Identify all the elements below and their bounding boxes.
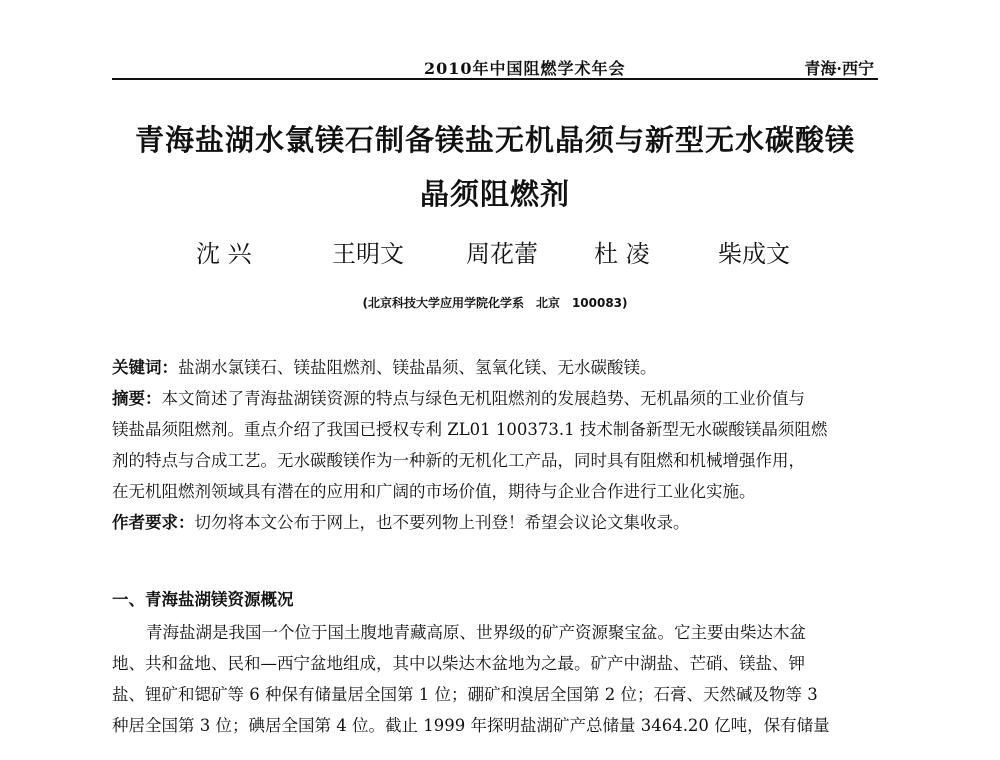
front-matter xyxy=(112,352,878,538)
keywords-label: 关键词： xyxy=(112,358,178,377)
paragraph-line: 种居全国第 3 位；碘居全国第 4 位。截止 1999 年探明盐湖矿产总储量 3464.20 亿吨，保有储量 xyxy=(112,716,830,735)
abstract-label: 摘要： xyxy=(112,389,162,408)
conference-name: 2010年中国阻燃学术年会 xyxy=(424,59,626,78)
author-5: 柴成文 xyxy=(718,240,790,268)
running-header xyxy=(112,58,878,80)
author-4: 杜 凌 xyxy=(594,240,650,268)
paper-title-line-2: 晶须阻燃剂 xyxy=(419,177,570,211)
author-1: 沈 兴 xyxy=(196,240,252,268)
requirement-label: 作者要求： xyxy=(112,513,195,532)
abstract-text: 本文简述了青海盐湖镁资源的特点与绿色无机阻燃剂的发展趋势、无机晶须的工业价值与 xyxy=(161,389,805,408)
section-paragraph xyxy=(112,617,878,741)
author-list xyxy=(190,234,830,268)
requirement-line xyxy=(112,507,878,538)
section-heading: 一、青海盐湖镁资源概况 xyxy=(112,590,294,609)
conference-location: 青海·西宁 xyxy=(804,59,874,78)
keywords-text: 盐湖水氯镁石、镁盐阻燃剂、镁盐晶须、氢氧化镁、无水碳酸镁。 xyxy=(178,358,657,377)
author-3: 周花蕾 xyxy=(466,240,538,268)
keywords-line xyxy=(112,352,878,383)
affiliation: (北京科技大学应用学院化学系 北京 100083) xyxy=(362,296,628,310)
paragraph-line: 地、共和盆地、民和—西宁盆地组成，其中以柴达木盆地为之最。矿产中湖盐、芒硝、镁盐、钾 xyxy=(112,654,805,673)
paragraph-line: 青海盐湖是我国一个位于国土腹地青藏高原、世界级的矿产资源聚宝盆。它主要由柴达木盆 xyxy=(146,623,806,642)
abstract-line: 在无机阻燃剂领域具有潜在的应用和广阔的市场价值，期待与企业合作进行工业化实施。 xyxy=(112,482,756,501)
paper-title-line-1: 青海盐湖水氯镁石制备镁盐无机晶须与新型无水碳酸镁 xyxy=(134,123,855,157)
abstract-line: 剂的特点与合成工艺。无水碳酸镁作为一种新的无机化工产品，同时具有阻燃和机械增强作用， xyxy=(112,451,805,470)
paragraph-line: 盐、锂矿和锶矿等 6 种保有储量居全国第 1 位；硼矿和溴居全国第 2 位；石膏、天然碱及物等 3 xyxy=(112,685,818,704)
abstract-line xyxy=(112,383,878,414)
requirement-text: 切勿将本文公布于网上，也不要列物上刊登！希望会议论文集收录。 xyxy=(194,513,690,532)
abstract-line: 镁盐晶须阻燃剂。重点介绍了我国已授权专利 ZL01 100373.1 技术制备新型无水碳酸镁晶须阻燃 xyxy=(112,420,828,439)
author-2: 王明文 xyxy=(332,240,404,268)
